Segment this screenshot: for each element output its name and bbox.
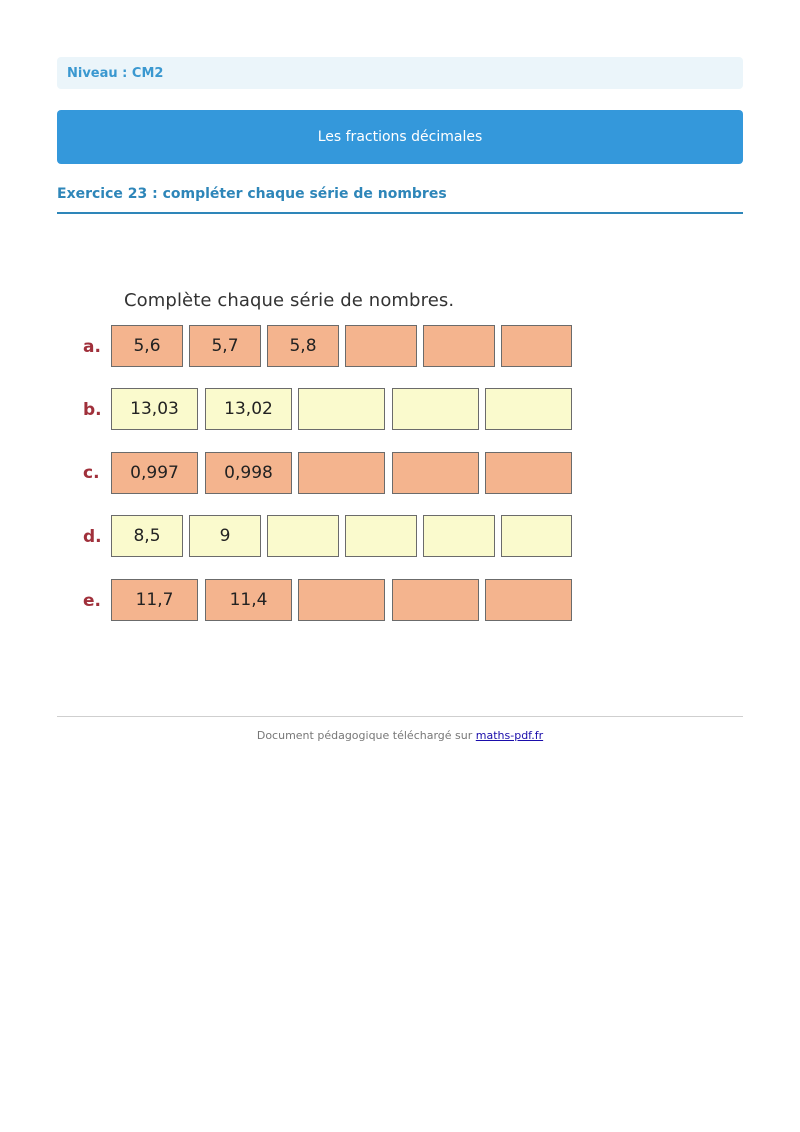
answer-cell[interactable] <box>501 325 572 367</box>
answer-cell[interactable] <box>501 515 572 557</box>
series-cell: 5,7 <box>189 325 261 367</box>
answer-cell[interactable] <box>392 452 479 494</box>
answer-cell[interactable] <box>345 515 417 557</box>
row-label-b: b. <box>83 400 102 420</box>
answer-cell[interactable] <box>485 579 572 621</box>
answer-cell[interactable] <box>298 452 385 494</box>
series-cell: 11,4 <box>205 579 292 621</box>
series-cell: 5,8 <box>267 325 339 367</box>
row-label-d: d. <box>83 527 102 547</box>
footer-divider <box>57 716 743 717</box>
footer <box>0 729 800 742</box>
series-cell: 5,6 <box>111 325 183 367</box>
series-cell: 13,03 <box>111 388 198 430</box>
answer-cell[interactable] <box>423 515 495 557</box>
answer-cell[interactable] <box>298 579 385 621</box>
series-cell: 8,5 <box>111 515 183 557</box>
answer-cell[interactable] <box>485 452 572 494</box>
footer-link[interactable]: maths-pdf.fr <box>475 729 544 742</box>
answer-cell[interactable] <box>267 515 339 557</box>
level-label: Niveau : CM2 <box>67 66 164 81</box>
exercise-title: Exercice 23 : compléter chaque série de nombres <box>57 186 447 202</box>
exercise-title-underline <box>57 212 743 214</box>
answer-cell[interactable] <box>298 388 385 430</box>
series-cell: 0,997 <box>111 452 198 494</box>
answer-cell[interactable] <box>392 579 479 621</box>
series-cell: 13,02 <box>205 388 292 430</box>
row-label-e: e. <box>83 591 101 611</box>
page-title-banner: Les fractions décimales <box>57 110 743 164</box>
series-cell: 11,7 <box>111 579 198 621</box>
series-cell: 0,998 <box>205 452 292 494</box>
instruction-text: Complète chaque série de nombres. <box>124 290 455 311</box>
footer-text: Document pédagogique téléchargé sur <box>256 729 473 742</box>
level-bar <box>57 57 743 89</box>
answer-cell[interactable] <box>423 325 495 367</box>
row-label-a: a. <box>83 337 101 357</box>
answer-cell[interactable] <box>485 388 572 430</box>
answer-cell[interactable] <box>392 388 479 430</box>
answer-cell[interactable] <box>345 325 417 367</box>
series-cell: 9 <box>189 515 261 557</box>
row-label-c: c. <box>83 463 100 483</box>
